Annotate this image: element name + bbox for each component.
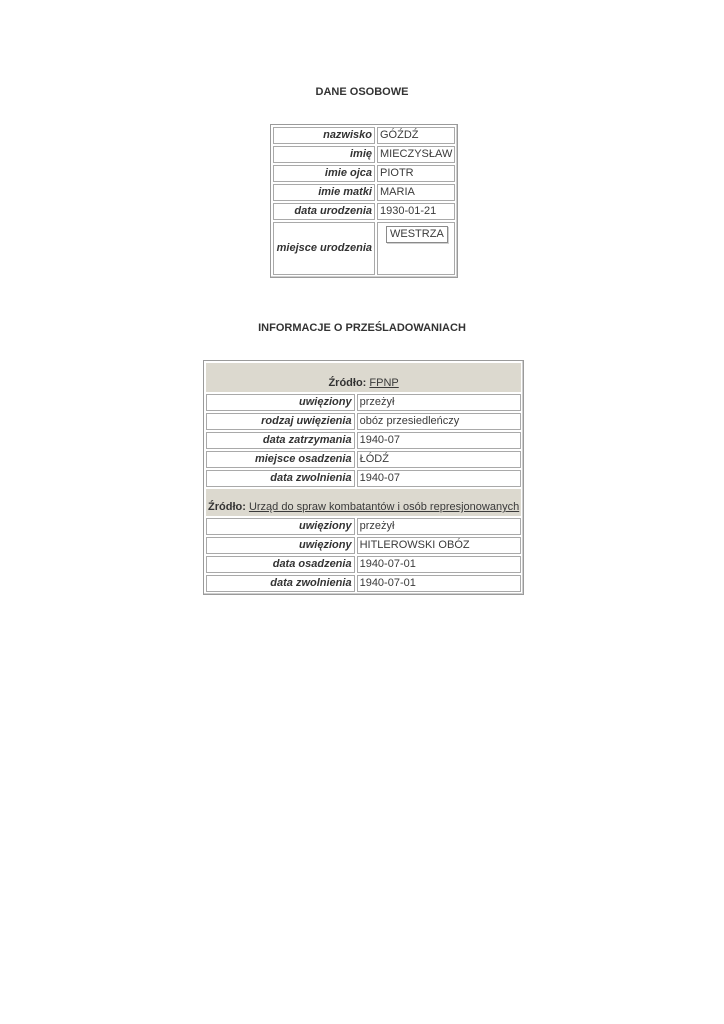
birth-place-label: miejsce urodzenia (273, 222, 375, 275)
table-row (206, 537, 521, 554)
row-label: data zwolnienia (206, 575, 355, 592)
row-label: data osadzenia (206, 556, 355, 573)
table-row (273, 184, 455, 201)
table-row (273, 165, 455, 182)
table-row (273, 146, 455, 163)
table-row (206, 518, 521, 535)
table-row (206, 470, 521, 487)
row-value: HITLEROWSKI OBÓZ (357, 537, 522, 554)
row-value: 1940-07 (357, 470, 522, 487)
personal-data-table (270, 124, 458, 278)
row-label: uwięziony (206, 394, 355, 411)
table-row (206, 575, 521, 592)
row-value: ŁÓDŹ (357, 451, 522, 468)
table-row (206, 413, 521, 430)
first-name-label: imię (273, 146, 375, 163)
source-header (206, 489, 521, 516)
table-row (273, 203, 455, 220)
row-value: przeżył (357, 518, 522, 535)
row-label: uwięziony (206, 518, 355, 535)
father-name-label: imie ojca (273, 165, 375, 182)
father-name-value: PIOTR (377, 165, 455, 182)
mother-name-label: imie matki (273, 184, 375, 201)
surname-label: nazwisko (273, 127, 375, 144)
row-value: 1940-07-01 (357, 575, 522, 592)
row-label: data zatrzymania (206, 432, 355, 449)
table-row (206, 451, 521, 468)
table-row (273, 127, 455, 144)
birth-date-label: data urodzenia (273, 203, 375, 220)
row-label: data zwolnienia (206, 470, 355, 487)
row-label: uwięziony (206, 537, 355, 554)
source-label: Źródło: (328, 377, 367, 389)
persecution-table (203, 360, 524, 595)
source-link-urzad[interactable]: Urząd do spraw kombatantów i osób represjonowanych (248, 501, 520, 513)
table-row (206, 556, 521, 573)
row-label: rodzaj uwięzienia (206, 413, 355, 430)
row-label: miejsce osadzenia (206, 451, 355, 468)
mother-name-value: MARIA (377, 184, 455, 201)
row-value: 1940-07-01 (357, 556, 522, 573)
surname-value: GÓŹDŹ (377, 127, 455, 144)
first-name-value: MIECZYSŁAW (377, 146, 455, 163)
birth-place-value: WESTRZA (386, 226, 448, 243)
table-row (273, 222, 455, 275)
table-row (206, 432, 521, 449)
table-row (206, 394, 521, 411)
birth-place-cell (377, 222, 455, 275)
row-value: 1940-07 (357, 432, 522, 449)
source-link-fpnp[interactable]: FPNP (369, 377, 399, 389)
source-label: Źródło: (208, 501, 246, 513)
row-value: przeżył (357, 394, 522, 411)
persecution-heading: INFORMACJE O PRZEŚLADOWANIACH (258, 322, 466, 334)
source-header (206, 363, 521, 392)
source-header-row (206, 489, 521, 516)
source-header-row (206, 363, 521, 392)
personal-data-heading: DANE OSOBOWE (315, 86, 409, 98)
row-value: obóz przesiedleńczy (357, 413, 522, 430)
birth-date-value: 1930-01-21 (377, 203, 455, 220)
